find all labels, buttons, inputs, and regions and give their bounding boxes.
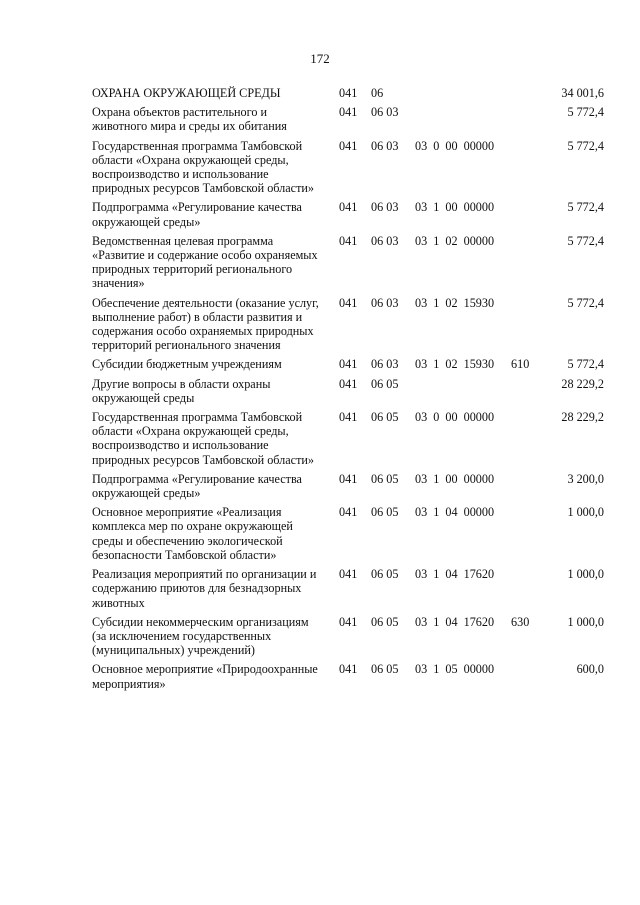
row-ved: 041 (339, 662, 358, 677)
row-sum: 1 000,0 (567, 614, 604, 629)
row-csr: 03 1 04 17620 (415, 567, 495, 582)
row-sum: 5 772,4 (567, 138, 604, 153)
table-row (92, 139, 612, 196)
row-ved: 041 (339, 376, 358, 391)
row-csr: 03 1 00 00000 (415, 200, 495, 215)
row-name: Основное мероприятие «Реализация комплекса мер по охране окружающей среды и обеспечению экологической безопасности Тамбовской области» (92, 505, 293, 562)
row-csr: 03 1 00 00000 (415, 471, 495, 486)
row-sum: 3 200,0 (567, 471, 604, 486)
row-rz: 06 05 (371, 376, 399, 391)
row-rz: 06 03 (371, 105, 399, 120)
table-row (92, 377, 612, 405)
row-rz: 06 03 (371, 357, 399, 372)
row-name: Другие вопросы в области охраны окружающей среды (92, 376, 271, 405)
row-name: ОХРАНА ОКРУЖАЮЩЕЙ СРЕДЫ (92, 86, 281, 100)
row-rz: 06 03 (371, 138, 399, 153)
row-ved: 041 (339, 233, 358, 248)
row-sum: 28 229,2 (561, 376, 604, 391)
row-csr: 03 0 00 00000 (415, 410, 495, 425)
table-row (92, 662, 612, 690)
table-row (92, 105, 612, 133)
table-row (92, 472, 612, 500)
row-sum: 28 229,2 (561, 410, 604, 425)
row-csr: 03 1 04 17620 (415, 614, 495, 629)
row-vr: 610 (511, 357, 530, 372)
table-row (92, 296, 612, 353)
table-row (92, 410, 612, 467)
row-rz: 06 05 (371, 662, 399, 677)
row-sum: 5 772,4 (567, 200, 604, 215)
row-sum: 1 000,0 (567, 567, 604, 582)
row-ved: 041 (339, 614, 358, 629)
row-name: Подпрограмма «Регулирование качества окружающей среды» (92, 471, 302, 501)
row-sum: 5 772,4 (567, 233, 604, 248)
row-name: Подпрограмма «Регулирование качества окружающей среды» (92, 200, 302, 229)
row-name: Реализация мероприятий по организации и содержанию приютов для безнадзорных животных (92, 567, 317, 610)
page-number: 172 (310, 51, 330, 66)
table-row (92, 567, 612, 610)
table-row (92, 234, 612, 291)
row-sum: 5 772,4 (567, 105, 604, 120)
row-sum: 34 001,6 (561, 86, 604, 100)
row-ved: 041 (339, 86, 358, 100)
row-ved: 041 (339, 410, 358, 425)
table-row (92, 200, 612, 228)
budget-table (92, 86, 612, 696)
row-sum: 600,0 (576, 662, 604, 677)
row-csr: 03 1 02 15930 (415, 295, 495, 310)
row-csr: 03 1 04 00000 (415, 505, 495, 520)
table-row (92, 615, 612, 658)
row-rz: 06 05 (371, 567, 399, 582)
row-sum: 5 772,4 (567, 295, 604, 310)
row-rz: 06 03 (371, 200, 399, 215)
row-ved: 041 (339, 471, 358, 486)
row-rz: 06 05 (371, 614, 399, 629)
row-rz: 06 03 (371, 295, 399, 310)
row-rz: 06 (371, 86, 384, 100)
row-vr: 630 (511, 614, 530, 629)
row-rz: 06 05 (371, 410, 399, 425)
table-row (92, 357, 612, 371)
row-sum: 1 000,0 (567, 505, 604, 520)
row-csr: 03 1 02 00000 (415, 233, 495, 248)
row-sum: 5 772,4 (567, 357, 604, 372)
row-rz: 06 03 (371, 233, 399, 248)
row-csr: 03 0 00 00000 (415, 138, 495, 153)
row-name: Субсидии некоммерческим организациям (за исключением государственных (муниципальных) учреждений) (92, 614, 309, 658)
row-rz: 06 05 (371, 505, 399, 520)
row-name: Государственная программа Тамбовской области «Охрана окружающей среды, воспроизводство и использование природных ресурсов Тамбовской области» (92, 138, 315, 196)
row-name: Охрана объектов растительного и животного мира и среды их обитания (92, 105, 287, 134)
row-ved: 041 (339, 200, 358, 215)
row-ved: 041 (339, 357, 358, 372)
row-name: Обеспечение деятельности (оказание услуг, выполнение работ) в области развития и содержания особо охраняемых природных территорий регионального значения (92, 295, 319, 353)
row-csr: 03 1 02 15930 (415, 357, 495, 372)
row-name: Государственная программа Тамбовской области «Охрана окружающей среды, воспроизводство и использование природных ресурсов Тамбовской области» (92, 410, 315, 467)
row-ved: 041 (339, 138, 358, 153)
row-name: Субсидии бюджетным учреждениям (92, 357, 282, 372)
table-row (92, 86, 612, 100)
row-rz: 06 05 (371, 471, 399, 486)
row-name: Ведомственная целевая программа «Развитие и содержание особо охраняемых природных территорий регионального значения» (92, 233, 318, 291)
row-csr: 03 1 05 00000 (415, 662, 495, 677)
table-row (92, 505, 612, 562)
row-ved: 041 (339, 295, 358, 310)
row-ved: 041 (339, 567, 358, 582)
row-ved: 041 (339, 505, 358, 520)
row-ved: 041 (339, 105, 358, 120)
row-name: Основное мероприятие «Природоохранные мероприятия» (92, 662, 318, 691)
